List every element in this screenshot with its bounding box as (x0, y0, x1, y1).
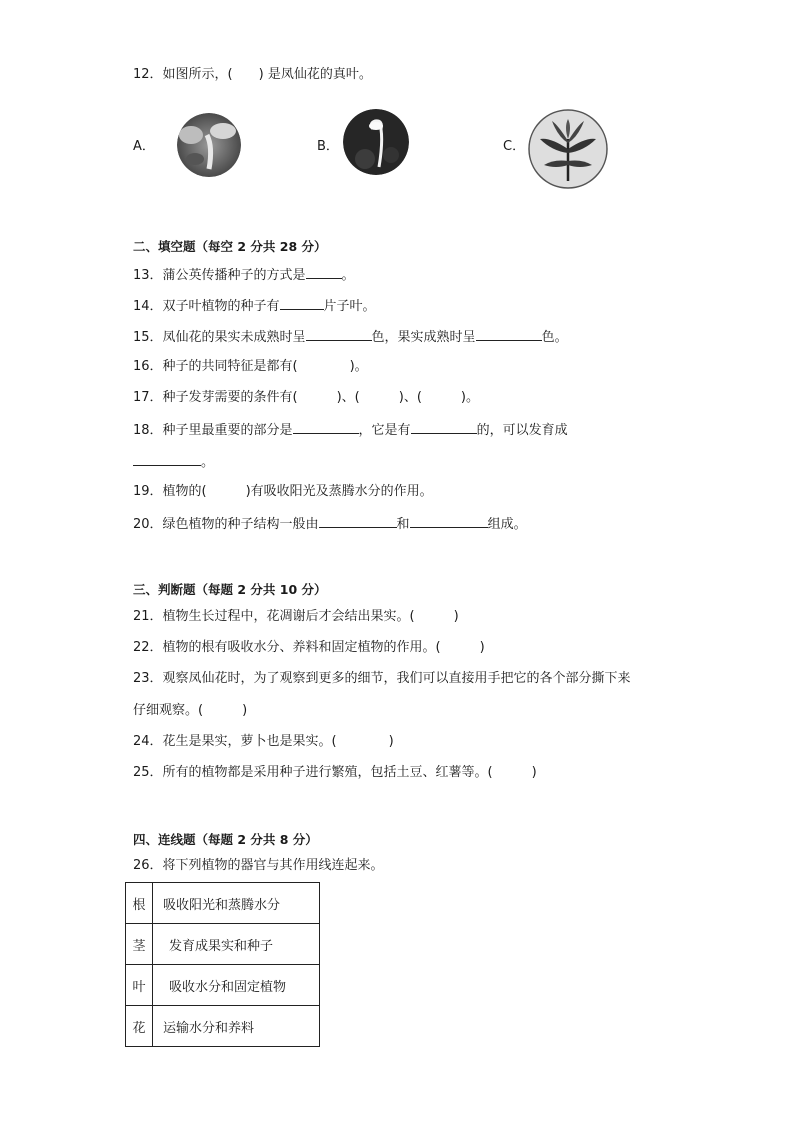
organ-cell[interactable]: 花 (126, 1006, 153, 1047)
question-18-continued: 。 (133, 452, 214, 472)
table-row (126, 883, 320, 924)
table-row (126, 924, 320, 965)
option-a-image (177, 113, 241, 177)
matching-table (125, 882, 320, 1047)
question-15: 15．凤仙花的果实未成熟时呈 色，果实成熟时呈 色。 (133, 327, 568, 347)
answer-blank[interactable] (306, 327, 372, 341)
question-12: 12．如图所示，( ) 是凤仙花的真叶。 (133, 67, 372, 82)
question-17: 17．种子发芽需要的条件有( )、( )、( )。 (133, 390, 479, 405)
answer-blank[interactable] (133, 452, 201, 466)
answer-blank[interactable] (476, 327, 542, 341)
question-20: 20．绿色植物的种子结构一般由 和 组成。 (133, 514, 527, 534)
answer-blank[interactable] (293, 420, 359, 434)
organ-cell[interactable]: 叶 (126, 965, 153, 1006)
table-row (126, 1006, 320, 1047)
question-13: 13．蒲公英传播种子的方式是 。 (133, 265, 355, 285)
question-24: 24．花生是果实，萝卜也是果实。( ) (133, 734, 394, 749)
option-c-image (528, 109, 608, 189)
answer-blank[interactable] (410, 514, 488, 528)
table-row (126, 965, 320, 1006)
function-cell[interactable]: 吸收水分和固定植物 (153, 965, 320, 1006)
option-a-label: A． (133, 139, 155, 154)
answer-blank[interactable] (411, 420, 477, 434)
answer-blank[interactable] (306, 265, 342, 279)
question-16: 16．种子的共同特征是都有( )。 (133, 359, 368, 374)
function-cell[interactable]: 运输水分和养料 (153, 1006, 320, 1047)
question-23: 23．观察凤仙花时，为了观察到更多的细节，我们可以直接用手把它的各个部分撕下来 (133, 671, 631, 686)
question-22: 22．植物的根有吸收水分、养料和固定植物的作用。( ) (133, 640, 485, 655)
answer-blank[interactable] (319, 514, 397, 528)
section-3-title: 三、判断题（每题 2 分共 10 分） (133, 582, 327, 597)
question-23-continued: 仔细观察。( ) (133, 703, 248, 718)
question-19: 19．植物的( )有吸收阳光及蒸腾水分的作用。 (133, 484, 433, 499)
question-25: 25．所有的植物都是采用种子进行繁殖，包括土豆、红薯等。( ) (133, 765, 537, 780)
option-c-label: C． (503, 139, 526, 154)
question-26: 26．将下列植物的器官与其作用线连起来。 (133, 858, 384, 873)
organ-cell[interactable]: 茎 (126, 924, 153, 965)
section-4-title: 四、连线题（每题 2 分共 8 分） (133, 832, 318, 847)
organ-cell[interactable]: 根 (126, 883, 153, 924)
answer-blank[interactable] (280, 296, 324, 310)
question-21: 21．植物生长过程中，花凋谢后才会结出果实。( ) (133, 609, 459, 624)
function-cell[interactable]: 发育成果实和种子 (153, 924, 320, 965)
option-b-image (343, 109, 409, 175)
question-14: 14．双子叶植物的种子有 片子叶。 (133, 296, 376, 316)
section-2-title: 二、填空题（每空 2 分共 28 分） (133, 239, 327, 254)
question-18: 18．种子里最重要的部分是 ，它是有 的，可以发育成 (133, 420, 568, 440)
option-b-label: B． (317, 139, 339, 154)
function-cell[interactable]: 吸收阳光和蒸腾水分 (153, 883, 320, 924)
